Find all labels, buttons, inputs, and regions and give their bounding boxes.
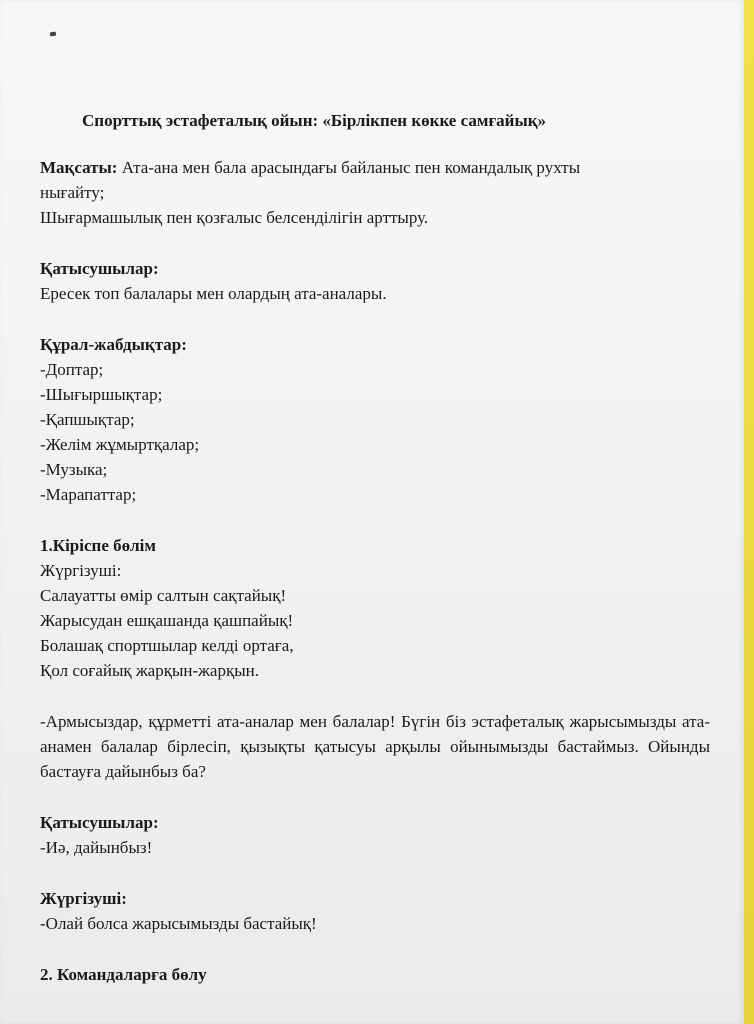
speaker-label: Жүргізуші: — [40, 561, 122, 580]
background-yellow-strip — [744, 0, 754, 1024]
poem-line: Болашақ спортшылар келді ортаға, — [40, 636, 294, 655]
equipment-item: -Желім жұмыртқалар; — [40, 435, 200, 454]
poem-line: Қол соғайық жарқын-жарқын. — [40, 661, 259, 680]
equipment-item: -Қапшықтар; — [40, 410, 135, 429]
goal-line-2: нығайту; — [40, 183, 105, 202]
participants-text: Ересек топ балалары мен олардың ата-аналары. — [40, 284, 387, 303]
section1-heading: 1.Кіріспе бөлім — [40, 536, 156, 555]
goal-text-1: Ата-ана мен бала арасындағы байланыс пен командалық рухты — [117, 158, 581, 177]
equipment-item: -Музыка; — [40, 460, 108, 479]
ink-mark — [50, 32, 57, 37]
host-text: -Олай болса жарысымызды бастайық! — [40, 914, 317, 933]
goal-line-1 — [40, 155, 710, 180]
document-content — [40, 108, 710, 987]
section2-heading: 2. Командаларға бөлу — [40, 965, 207, 984]
speech-paragraph: -Армысыздар, құрметті ата-аналар мен балалар! Бүгін біз эстафеталық жарысымызды ата-анамен балалар бірлесіп, қызықты қатысуы арқылы ойынымызды бастаймыз. Ойынды бастауға дайынбыз ба? — [40, 712, 710, 781]
poem-line: Салауатты өмір салтын сақтайық! — [40, 586, 287, 605]
document-title: Спорттық эстафеталық ойын: «Бірлікпен көкке самғайық» — [82, 111, 547, 130]
goal-line-3: Шығармашылық пен қозғалыс белсенділігін арттыру. — [40, 208, 429, 227]
poem-line: Жарысудан ешқашанда қашпайық! — [40, 611, 294, 630]
equipment-item: -Доптар; — [40, 360, 104, 379]
equipment-item: -Шығыршықтар; — [40, 385, 163, 404]
equipment-label: Құрал-жабдықтар: — [40, 335, 187, 354]
reply-label: Қатысушылар: — [40, 813, 159, 832]
reply-text: -Иә, дайынбыз! — [40, 838, 153, 857]
participants-label: Қатысушылар: — [40, 259, 159, 278]
host-label: Жүргізуші: — [40, 889, 127, 908]
equipment-item: -Марапаттар; — [40, 485, 137, 504]
goal-label: Мақсаты: — [40, 158, 118, 177]
